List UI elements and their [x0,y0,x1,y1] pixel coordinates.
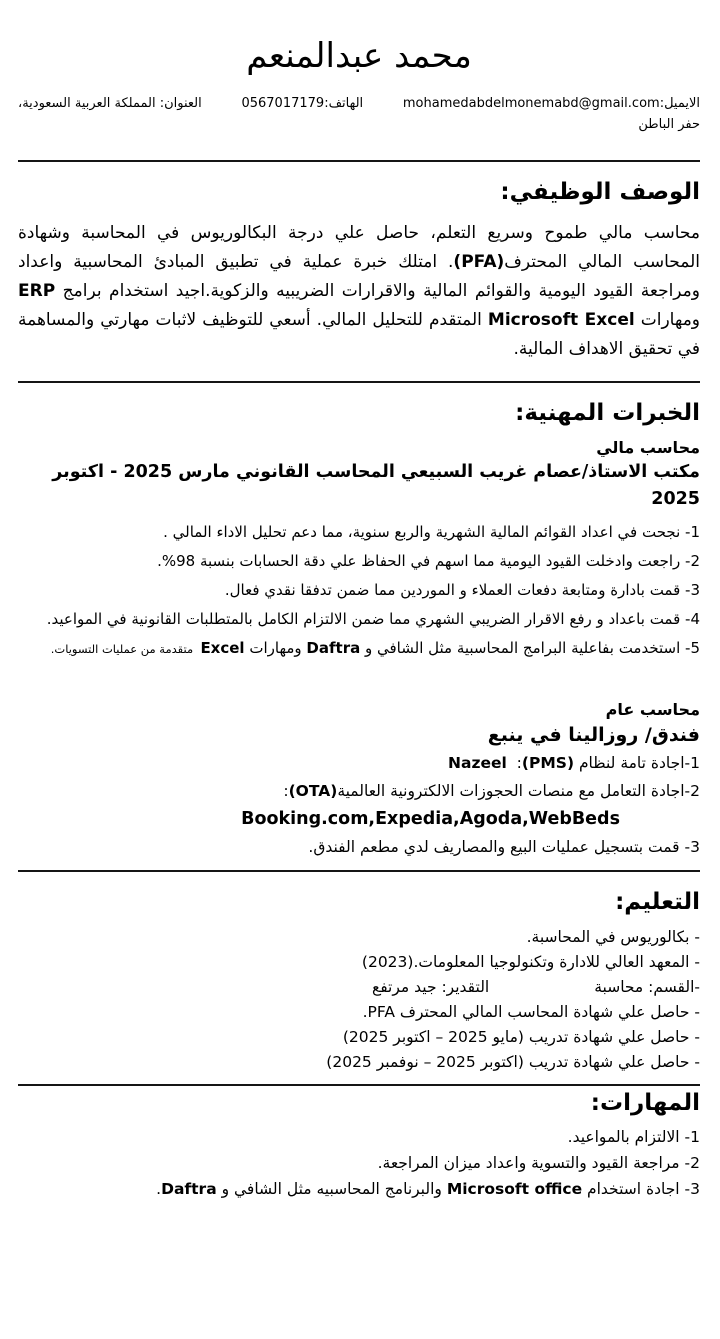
list-item: 1- نجحت في اعداد القوائم المالية الشهرية والربع سنوية، مما دعم تحليل الاداء المالي . [163,522,700,541]
skills-item3-daftra: Daftra [161,1180,217,1199]
skills-list [18,1124,700,1202]
contact-address [18,93,202,114]
summary-text-2: . امتلك خبرة عملية في تطبيق المبادئ المحاسبية واعداد ومراجعة القيود اليومية والقوائم المالية والاقرارات الضريبيه والزكوية.اجيد استخدام برامج [18,251,700,301]
job1-role: محاسب مالي [596,437,700,457]
skills-item3-period: . [156,1180,162,1199]
experience-job-2 [18,698,700,861]
list-item: - بكالوريوس في المحاسبة. [526,928,700,947]
job2-item1-nazeel: Nazeel [448,753,507,772]
list-item: - حاصل علي شهادة المحاسب المالي المحترف PFA. [362,1003,700,1022]
experience-title: الخبرات المهنية: [515,399,700,426]
job2-employer: فندق/ روزالينا في ينبع [487,723,700,746]
email-label: الايميل: [659,95,700,111]
education-list [18,925,700,1075]
section-divider [18,160,700,162]
ota-platforms: Booking.com,Expedia,Agoda,WebBeds [241,808,620,829]
list-item: - حاصل علي شهادة تدريب (مايو 2025 – اكتوبر 2025) [342,1028,700,1047]
job2-role: محاسب عام [605,699,700,719]
skills-item3-msoffice: Microsoft office [446,1180,583,1199]
list-item: - حاصل علي شهادة تدريب (اكتوبر 2025 – نوفمبر 2025) [326,1053,700,1072]
list-item [18,749,700,777]
section-divider [18,870,700,872]
contact-row [18,93,700,114]
summary-text-4: المتقدم للتحليل المالي. أسعي للتوظيف لاثبات مهارتي والمساهمة في تحقيق الاهداف المالية. [18,309,700,359]
job1-item5-excel: Excel [200,638,245,657]
address-label: العنوان: [159,95,202,111]
contact-info [18,93,700,135]
job1-item5-note: متقدمة من عمليات التسويات. [50,641,201,656]
summary-text-1: محاسب مالي طموح وسريع التعلم، حاصل علي درجة البكالوريوس في المحاسبة وشهادة المحاسب المالي المحترف [18,222,700,272]
list-item: 3- قمت بتسجيل عمليات البيع والمصاريف لدي مطعم الفندق. [308,837,700,856]
job2-item1-colon: :‏ [506,753,522,772]
list-item: 1- الالتزام بالمواعيد. [567,1128,700,1147]
section-divider [18,1084,700,1086]
list-item: 2- راجعت وادخلت القيود اليومية مما اسهم في الحفاظ علي دقة الحسابات بنسبة 98‏%. [157,551,700,570]
section-skills [18,1088,700,1202]
summary-paragraph [18,219,700,364]
list-item [18,975,700,1000]
summary-erp: ERP [18,280,56,301]
experience-job-1 [18,436,700,664]
contact-phone [241,93,363,114]
section-experience [18,398,700,861]
summary-pfa: (PFA) [453,251,505,272]
summary-title: الوصف الوظيفي: [500,178,700,205]
contact-address-line2: حفر الباطن [638,116,700,132]
section-summary [18,177,700,364]
skills-item3-text-1: 3- اجادة استخدام [582,1180,700,1199]
phone-value: 0567017179 [241,95,325,111]
summary-excel: Microsoft Excel [487,309,635,330]
job2-item2-ota: (OTA) [288,781,338,800]
address-value: المملكة العربية السعودية، [18,95,156,111]
list-item: 3- قمت بادارة ومتابعة دفعات العملاء و الموردين مما ضمن تدفقا نقدي فعال. [224,580,700,599]
list-item: - المعهد العالي للادارة وتكنولوجيا المعلومات.(2023) [361,953,700,972]
phone-label: الهاتف: [324,95,364,111]
list-item [18,777,700,805]
list-item: 4- قمت باعداد و رفع الاقرار الضريبي الشهري مما ضمن الالتزام الكامل بالمتطلبات القانونية في المواعيد. [46,609,700,628]
education-title: التعليم: [615,888,700,915]
job1-achievements [18,518,700,664]
job2-achievements [18,749,700,861]
list-item [18,1176,700,1202]
candidate-name: محمد عبدالمنعم [246,36,472,76]
education-grade: التقدير: جيد مرتفع [371,978,490,997]
job2-item1-pms: (PMS) [521,753,575,772]
job2-item2-text: 2-اجادة التعامل مع منصات الحجوزات الالكترونية العالمية [337,781,700,800]
section-education [18,887,700,1075]
list-item [18,634,700,664]
job1-employer: مكتب الاستاذ/عصام غريب السبيعي المحاسب القانوني مارس 2025 - اكتوبر 2025 [52,461,700,509]
resume-page [0,34,720,1202]
job1-item5-daftra: Daftra [306,638,361,657]
job1-item5-text-2: ومهارات [244,638,307,657]
skills-title: المهارات: [590,1090,700,1117]
email-value: mohamedabdelmonemabd@gmail.com [402,95,660,111]
job2-item1-text: 1-اجادة تامة لنظام [574,753,700,772]
skills-item3-text-2: والبرنامج المحاسبيه مثل الشافي و [216,1180,447,1199]
education-dept: -القسم: محاسبة [594,978,700,997]
list-item: 2- مراجعة القيود والتسوية واعداد ميزان المراجعة. [377,1154,700,1173]
contact-email [403,93,700,114]
job2-item2-colon: : [283,781,289,800]
summary-text-3: ومهارات [634,309,701,330]
section-divider [18,381,700,383]
job1-item5-text-1: 5- استخدمت بفاعلية البرامج المحاسبية مثل الشافي و [360,638,700,657]
